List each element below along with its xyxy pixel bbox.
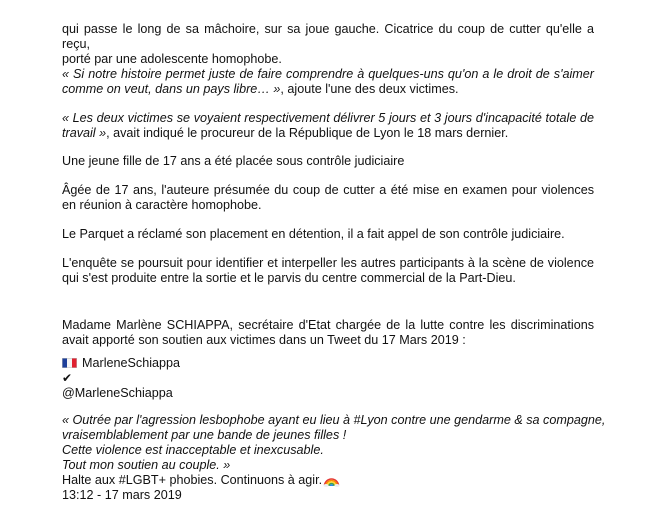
paragraph-scar-line-2: porté par une adolescente homophobe. xyxy=(62,52,282,66)
france-flag-icon xyxy=(62,358,77,368)
tweet-timestamp[interactable]: 13:12 - 17 mars 2019 xyxy=(62,488,182,502)
tweet-author xyxy=(62,356,594,371)
paragraph-parquet: Le Parquet a réclamé son placement en détention, il a fait appel de son contrôle judiciaire. xyxy=(62,227,565,241)
tweet-line-1: « Outrée par l'agression lesbophobe ayant eu lieu à #Lyon contre une gendarme & sa compagne, xyxy=(62,413,606,427)
embedded-tweet xyxy=(62,356,594,401)
paragraph-age: Âgée de 17 ans, l'auteure présumée du coup de cutter a été mise en examen pour violences en réunion à caractère homophobe. xyxy=(62,183,594,212)
tweet-line-3: Cette violence est inacceptable et inexcusable. xyxy=(62,443,324,457)
paragraph-scar-line-1: qui passe le long de sa mâchoire, sur sa joue gauche. Cicatrice du coup de cutter qu'elle a reçu, xyxy=(62,22,594,51)
paragraph-scar xyxy=(62,22,594,67)
paragraph-quote-victim xyxy=(62,67,594,97)
tweet-line-4: Tout mon soutien au couple. » xyxy=(62,458,231,472)
tweet-body xyxy=(62,413,622,503)
tweet-display-name[interactable]: MarleneSchiappa xyxy=(82,356,181,370)
victim-quote-attribution: , ajoute l'une des deux victimes. xyxy=(280,82,459,96)
paragraph-quote-prosecutor xyxy=(62,111,594,141)
paragraph-enquete: L'enquête se poursuit pour identifier et interpeller les autres participants à la scène de violence qui s'est produite entre la sortie et le parvis du centre commercial de la Part-Dieu. xyxy=(62,256,594,285)
tweet-line-2: vraisemblablement par une bande de jeunes filles ! xyxy=(62,428,347,442)
verified-check-icon: ✔ xyxy=(62,371,73,385)
tweet-closing-text: Halte aux #LGBT+ phobies. Continuons à agir. xyxy=(62,473,323,487)
section-heading: Une jeune fille de 17 ans a été placée sous contrôle judiciaire xyxy=(62,154,405,168)
victim-quote: « Si notre histoire permet juste de faire comprendre à quelques-uns qu'on a le droit de s'aimer comme on veut, dans un pays libre… » xyxy=(62,67,594,96)
tweet-closing-line xyxy=(62,473,622,488)
tweet-handle[interactable]: @MarleneSchiappa xyxy=(62,386,173,400)
rainbow-icon xyxy=(323,474,340,487)
prosecutor-quote-attribution: , avait indiqué le procureur de la République de Lyon le 18 mars dernier. xyxy=(106,126,509,140)
prosecutor-quote: « Les deux victimes se voyaient respectivement délivrer 5 jours et 3 jours d'incapacité totale de travail » xyxy=(62,111,594,140)
paragraph-schiappa: Madame Marlène SCHIAPPA, secrétaire d'Etat chargée de la lutte contre les discriminations avait apporté son soutien aux victimes dans un Tweet du 17 Mars 2019 : xyxy=(62,318,594,347)
